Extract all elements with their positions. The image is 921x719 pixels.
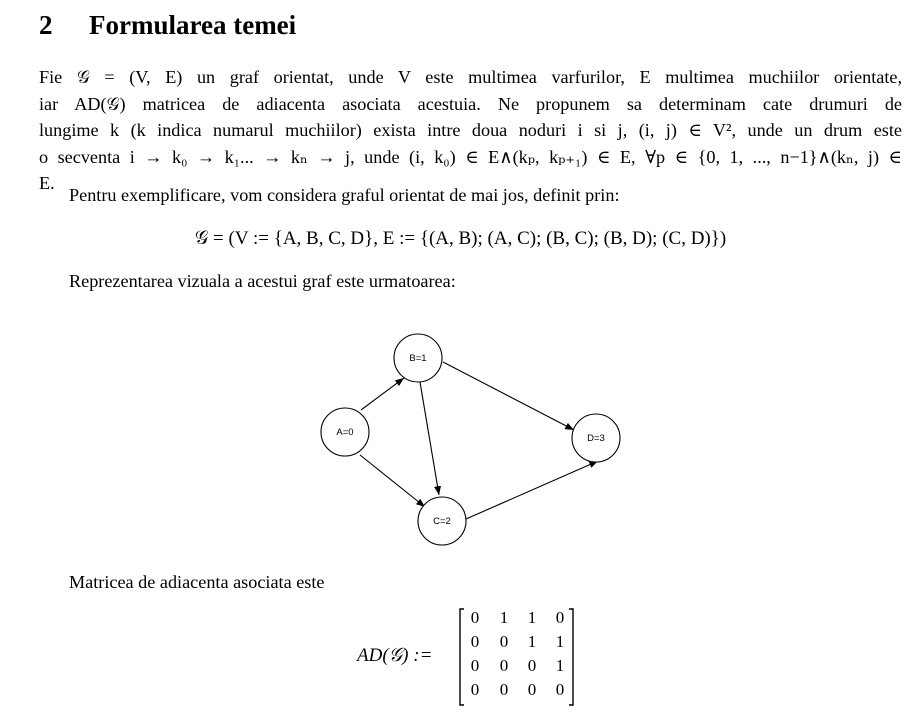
- matrix-cell: 0: [470, 608, 480, 627]
- matrix-paragraph: Matricea de adiacenta asociata este: [69, 572, 325, 592]
- node-b: [394, 334, 442, 382]
- node-c-label: C=2: [433, 516, 451, 527]
- node-a-label: A=0: [336, 427, 354, 438]
- visual-paragraph: Reprezentarea vizuala a acestui graf este urmatoarea:: [69, 271, 456, 291]
- node-b-label: B=1: [409, 353, 427, 364]
- matrix-cell: 1: [499, 608, 509, 627]
- edge-a-b: [361, 378, 404, 410]
- node-d-label: D=3: [587, 433, 605, 444]
- paragraph-line: lungime k (k indica numarul muchiilor) exista intre doua noduri i si j, (i, j) ∈ V², unde un drum este: [39, 120, 902, 140]
- matrix-cell: 0: [527, 680, 537, 699]
- matrix-cell: 1: [555, 656, 565, 675]
- matrix-cell: 1: [527, 632, 537, 651]
- matrix-cell: 0: [499, 680, 509, 699]
- edge-c-d: [466, 461, 598, 519]
- node-a: [321, 408, 369, 456]
- matrix-cell: 0: [470, 656, 480, 675]
- matrix-label: AD(𝒢) :=: [357, 645, 433, 666]
- edge-a-c: [360, 455, 425, 507]
- matrix-cell: 0: [470, 632, 480, 651]
- graph-definition-equation: 𝒢 = (V := {A, B, C, D}, E := {(A, B); (A, C); (B, C); (B, D); (C, D)}): [194, 228, 727, 249]
- matrix-cell: 1: [555, 632, 565, 651]
- matrix-cell: 0: [499, 656, 509, 675]
- matrix-cell: 0: [555, 680, 565, 699]
- matrix-cell: 0: [527, 656, 537, 675]
- matrix-cell: 0: [470, 680, 480, 699]
- paragraph-line: E.: [39, 173, 55, 193]
- matrix-cell: 0: [499, 632, 509, 651]
- edge-b-c: [420, 382, 439, 495]
- node-d: [572, 414, 620, 462]
- paragraph-line: o secventa i → k₀ → k₁... → kₙ → j, unde (i, k₀) ∈ E∧(kₚ, kₚ₊₁) ∈ E, ∀p ∈ {0, 1, ..., n−1}∧(kₙ, j) ∈: [39, 146, 902, 167]
- matrix-cell: 0: [555, 608, 565, 627]
- section-title: Formularea temei: [89, 10, 297, 40]
- edge-b-d: [443, 362, 574, 430]
- section-number: 2: [39, 10, 53, 40]
- node-c: [418, 497, 466, 545]
- matrix-cell: 1: [527, 608, 537, 627]
- example-paragraph: Pentru exemplificare, vom considera graful orientat de mai jos, definit prin:: [69, 185, 620, 205]
- paragraph-line: iar AD(𝒢) matricea de adiacenta asociata acestuia. Ne propunem sa determinam cate drumuri de: [39, 93, 902, 114]
- paragraph-line: Fie 𝒢 = (V, E) un graf orientat, unde V este multimea varfurilor, E multimea muchiilor orientate,: [39, 67, 902, 87]
